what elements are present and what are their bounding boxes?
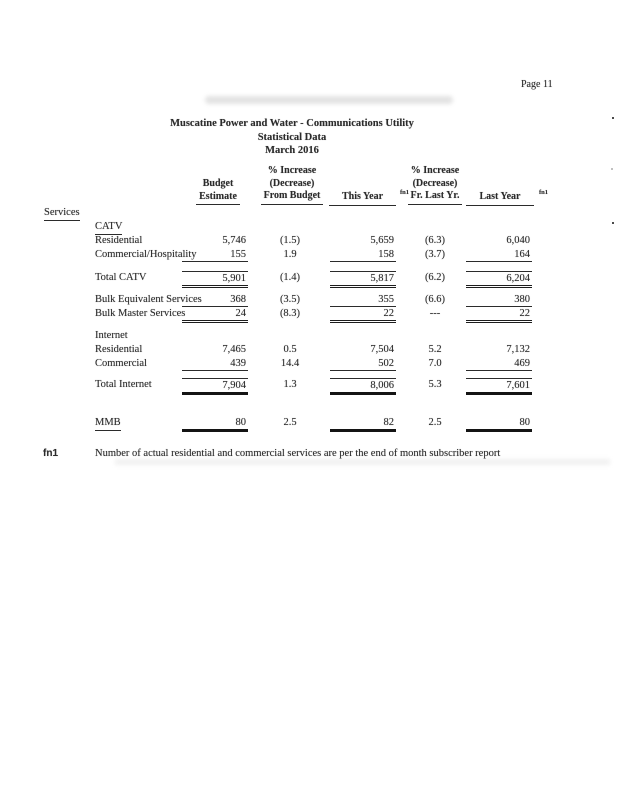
header-line: % Increase [410, 165, 460, 176]
header-line-underlined: Last Year [466, 191, 534, 206]
cell-value: 8,006 [330, 378, 396, 395]
cell-value: 7,465 [222, 344, 246, 355]
cell-value: (6.3) [424, 235, 446, 246]
row-label: Bulk Equivalent Services [95, 294, 202, 305]
table-row [0, 271, 619, 285]
table-row [0, 206, 619, 220]
cell-value: 82 [330, 416, 396, 432]
cell-value: 6,040 [506, 235, 530, 246]
row-label: Total CATV [95, 272, 147, 283]
cell-value: 380 [466, 293, 532, 307]
cell-value: 0.5 [283, 344, 297, 355]
table-row [0, 357, 619, 371]
row-label: Bulk Master Services [95, 308, 186, 319]
table-row [0, 307, 619, 321]
row-label: Residential [95, 344, 143, 355]
cell-value: 355 [330, 293, 396, 307]
row-label: Commercial/Hospitality [95, 249, 197, 260]
statistical-table [0, 206, 619, 430]
cell-value: 22 [466, 307, 532, 323]
footnote-ref-last-year: fn1 [539, 189, 549, 196]
cell-value: (3.7) [424, 249, 446, 260]
table-row [0, 329, 619, 343]
table-row [0, 234, 619, 248]
row-label: Services [44, 206, 80, 221]
cell-value: 5.3 [428, 379, 442, 390]
column-header-budget-estimate [178, 178, 258, 205]
table-row [0, 220, 619, 234]
cell-value: 7,132 [506, 344, 530, 355]
cell-value: (6.2) [424, 272, 446, 283]
table-row [0, 378, 619, 392]
header-line-underlined: From Budget [261, 190, 324, 205]
row-label: Total Internet [95, 379, 152, 390]
cell-value: (8.3) [279, 308, 301, 319]
cell-value: 7.0 [428, 358, 442, 369]
cell-value: 7,601 [466, 378, 532, 395]
row-label: MMB [95, 416, 121, 431]
table-row [0, 248, 619, 262]
title-line-utility: Muscatine Power and Water - Communications Utility [170, 118, 414, 129]
cell-value: (3.5) [279, 294, 301, 305]
cell-value: 1.3 [283, 379, 297, 390]
cell-value: 22 [330, 307, 396, 323]
cell-value: 80 [466, 416, 532, 432]
cell-value: 439 [182, 357, 248, 371]
cell-value: 24 [182, 307, 248, 323]
cell-value: 5.2 [428, 344, 442, 355]
cell-value: 164 [466, 248, 532, 262]
header-line: % Increase [267, 165, 317, 176]
column-header-pct-fr-last-yr [393, 165, 477, 205]
column-header-last-year [466, 191, 534, 206]
cell-value: 158 [330, 248, 396, 262]
cell-value: 2.5 [428, 417, 442, 428]
cell-value: (1.5) [279, 235, 301, 246]
title-line-statistical-data: Statistical Data [257, 131, 327, 143]
header-line-underlined: This Year [329, 191, 396, 206]
cell-value: 502 [330, 357, 396, 371]
scan-speck-artifact [611, 168, 613, 170]
header-line-underlined: Fr. Last Yr. [408, 190, 463, 205]
cell-value: 155 [182, 248, 248, 262]
cell-value: 469 [466, 357, 532, 371]
document-title [127, 117, 457, 158]
column-header-pct-from-budget [250, 165, 334, 205]
scan-smudge-artifact [115, 459, 610, 465]
cell-value: (1.4) [279, 272, 301, 283]
footnote-ref-this-year: fn1 [400, 189, 410, 196]
row-label: Residential [95, 235, 143, 246]
cell-value: 5,659 [370, 235, 394, 246]
cell-value: 2.5 [283, 417, 297, 428]
footnote-text: Number of actual residential and commercial services are per the end of month subscriber report [95, 448, 501, 459]
page-number: Page 11 [521, 79, 553, 90]
row-label: CATV [95, 220, 122, 235]
header-line: Budget [202, 178, 234, 189]
cell-value: 368 [182, 293, 248, 307]
table-row [0, 343, 619, 357]
footnote-marker: fn1 [43, 448, 58, 459]
cell-value: 5,746 [222, 235, 246, 246]
column-header-this-year [329, 191, 396, 206]
cell-value: 6,204 [466, 271, 532, 288]
cell-value: 7,504 [370, 344, 394, 355]
header-line-underlined: Estimate [196, 191, 240, 206]
cell-value: 5,817 [330, 271, 396, 288]
header-line: (Decrease) [412, 177, 458, 189]
cell-value: --- [429, 308, 441, 319]
cell-value: 80 [182, 416, 248, 432]
row-label: Internet [95, 330, 128, 341]
table-row [0, 416, 619, 430]
row-label: Commercial [95, 358, 147, 369]
cell-value: 1.9 [283, 249, 297, 260]
title-line-month: March 2016 [265, 145, 319, 156]
cell-value: (6.6) [424, 294, 446, 305]
header-line: (Decrease) [269, 177, 315, 189]
table-row [0, 293, 619, 307]
scan-speck-artifact [612, 117, 614, 119]
cell-value: 5,901 [182, 271, 248, 288]
cell-value: 14.4 [280, 358, 300, 369]
cell-value: 7,904 [182, 378, 248, 395]
scan-smudge-artifact [205, 96, 453, 104]
